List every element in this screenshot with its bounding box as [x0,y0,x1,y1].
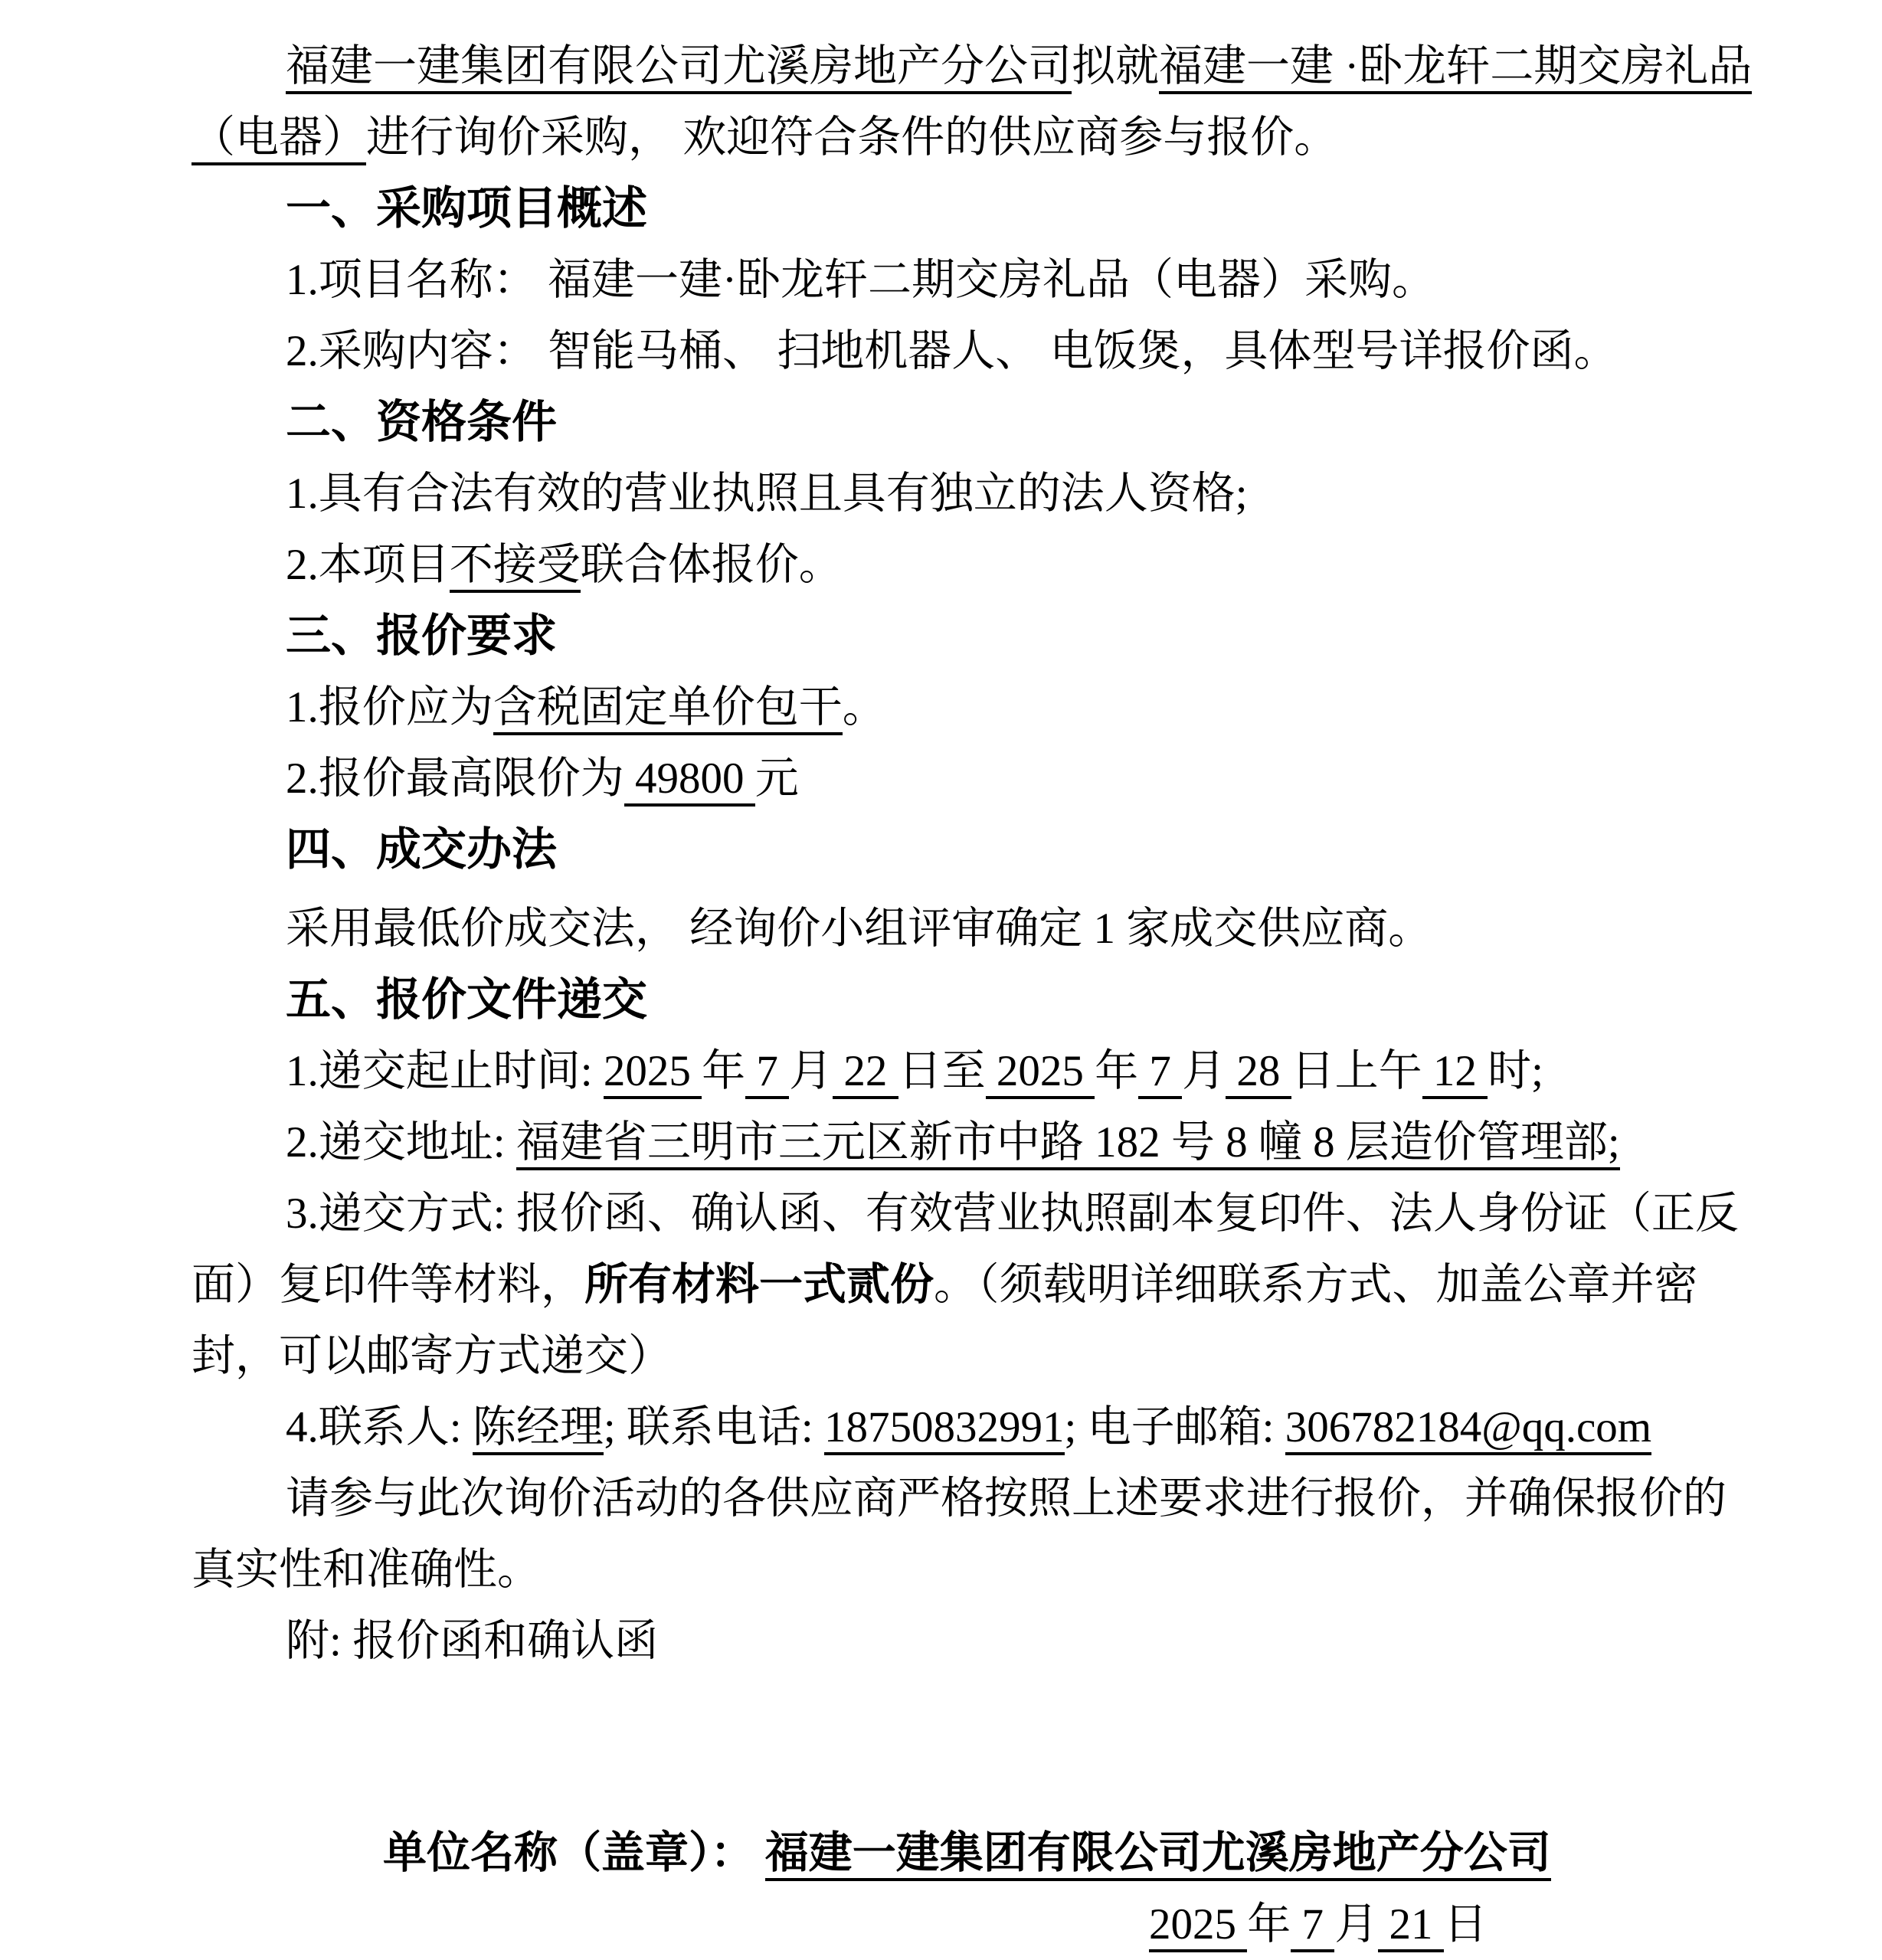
text-run: 2.采购内容： 智能马桶、 扫地机器人、 电饭煲，具体型号详报价函。 [286,327,1618,375]
text-run: 进行询价采购， 欢迎符合条件的供应商参与报价。 [366,113,1338,162]
underlined-text-run: 福建一建集团有限公司尤溪房地产分公司 [286,42,1072,94]
text-run: 月 [789,1047,833,1095]
underlined-text-run: 含税固定单价包干 [493,683,843,735]
underlined-text-run: 49800 [624,754,755,807]
text-run: 附: 报价函和确认函 [286,1617,659,1665]
underlined-text-run: 21 [1378,1900,1444,1952]
section-2-item-2 [191,529,1753,600]
text-run: ; 电子邮箱: [1064,1403,1285,1451]
text-run: 3.递交方式: 报价函、确认函、有效营业执照副本复印件、法人身份证（正反面）复印件等材料， [191,1189,1739,1309]
text-run: 。 [842,683,886,731]
text-run: 2.递交地址: [286,1118,516,1167]
text-run: 1.递交起止时间: [286,1047,604,1095]
text-run: 年 [1247,1900,1291,1949]
section-3-item-1 [191,672,1753,743]
closing-paragraph [191,1463,1753,1605]
text-run: 请参与此次询价活动的各供应商严格按照上述要求进行报价，并确保报价的真实性和准确性。 [191,1474,1727,1594]
underlined-text-run: 2025 [1149,1900,1247,1952]
text-run: 日 [1443,1900,1488,1949]
underlined-text-run: 福建一建 ·卧龙轩二期交房礼品（电器） [191,42,1752,165]
section-1-item-2 [191,316,1753,387]
text-run: 时; [1488,1047,1543,1095]
underlined-text-run: 福建省三明市三元区新市中路 182 号 8 幢 8 层造价管理部; [516,1118,1620,1170]
text-run: 采用最低价成交法， 经询价小组评审确定 1 家成交供应商。 [286,905,1432,953]
bold-text-run: 所有材料一式贰份 [584,1261,934,1309]
section-5-item-4-contact [191,1392,1753,1463]
section-2-item-1 [191,458,1753,529]
underlined-text-run: 12 [1422,1047,1488,1099]
text-run: 1.项目名称： 福建一建·卧龙轩二期交房礼品（电器）采购。 [286,256,1435,304]
intro-paragraph [191,31,1753,173]
text-run: ; 联系电话: [603,1403,825,1451]
signature-block [191,1818,1753,1960]
underlined-text-run: 2025 [986,1047,1095,1099]
text-run: 1.报价应为 [286,683,493,731]
section-4-heading: 四、成交办法 [286,824,558,875]
underlined-text-run: 18750832991 [824,1403,1065,1455]
section-1-heading: 一、采购项目概述 [286,183,648,234]
section-1-item-1 [191,244,1753,316]
underlined-text-run: 28 [1226,1047,1291,1099]
text-run: 联合体报价。 [580,541,843,589]
attachment-note [191,1605,1753,1677]
text-run: 2.报价最高限价为 [286,754,624,803]
text-run: 。（须载明详细联系方式、加盖公章并密封，可以邮寄方式递交） [191,1261,1698,1380]
text-run: 日至 [898,1047,986,1095]
text-run: 月 [1334,1900,1379,1949]
text-run: 元 [754,754,799,803]
underlined-text-run: 22 [833,1047,898,1099]
underlined-text-run: 福建一建集团有限公司尤溪房地产分公司 [765,1829,1551,1881]
text-run: 月 [1182,1047,1226,1095]
section-3-item-2 [191,743,1753,814]
unit-name-line [383,1818,1753,1889]
underlined-text-run: 不接受 [450,541,581,593]
section-5-item-3-method [191,1178,1753,1392]
underlined-text-run: 7 [1138,1047,1182,1099]
underlined-text-run: 2025 [604,1047,702,1099]
date-line [1149,1889,1753,1960]
text-run: 单位名称（盖章）： [383,1829,765,1877]
underlined-text-run: 7 [1291,1900,1334,1952]
underlined-text-run: 7 [745,1047,789,1099]
section-5-item-1-deadline [191,1036,1753,1107]
section-5-item-2-address [191,1107,1753,1178]
text-run: 4.联系人: [286,1403,473,1451]
text-run: 1.具有合法有效的营业执照且具有独立的法人资格; [286,470,1248,518]
text-run: 年 [702,1047,746,1095]
section-2-heading: 二、资格条件 [286,397,558,447]
underlined-text-run: 306782184@qq.com [1285,1403,1651,1455]
text-run: 日上午 [1291,1047,1422,1095]
section-5-heading: 五、报价文件递交 [286,974,648,1025]
text-run: 拟就 [1072,42,1159,90]
section-3-heading: 三、报价要求 [286,610,558,661]
underlined-text-run: 陈经理 [473,1403,604,1455]
section-4-paragraph [191,893,1753,964]
text-run: 年 [1095,1047,1139,1095]
text-run: 2.本项目 [286,541,450,589]
